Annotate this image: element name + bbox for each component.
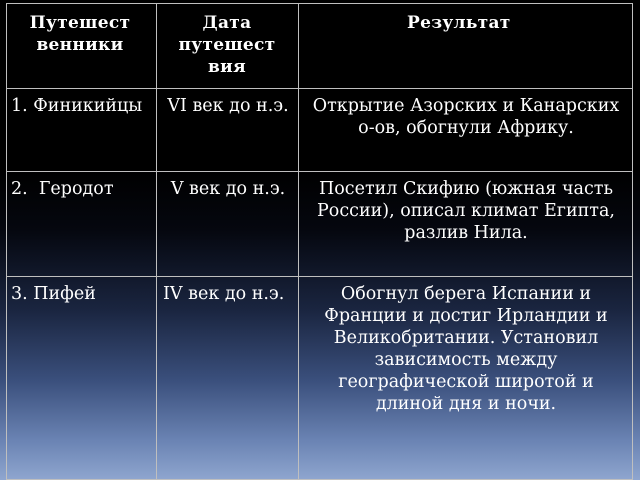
row1-traveler: 1. Финикийцы xyxy=(11,96,143,116)
row-divider xyxy=(7,276,632,277)
row2-date: V век до н.э. xyxy=(170,179,286,199)
travelers-table xyxy=(6,3,633,480)
row2-traveler: 2. Геродот xyxy=(11,179,114,199)
row1-date: VI век до н.э. xyxy=(167,96,289,116)
row3-date: IV век до н.э. xyxy=(163,284,285,304)
column-divider xyxy=(298,4,299,479)
column-divider xyxy=(156,4,157,479)
header-date: Дата путешест вия xyxy=(178,13,276,77)
row-divider xyxy=(7,88,632,89)
header-result: Результат xyxy=(407,13,511,33)
row3-result: Обогнул берега Испании и Франции и достиг Ирландии и Великобритании. Установил зависимость между географической широтой и длиной дня и ночи. xyxy=(324,284,608,414)
row1-result: Открытие Азорских и Канарских о-ов, обогнули Африку. xyxy=(312,96,620,138)
row2-result: Посетил Скифию (южная часть России), описал климат Египта, разлив Нила. xyxy=(317,179,615,243)
header-travelers: Путешест венники xyxy=(29,13,131,55)
row3-traveler: 3. Пифей xyxy=(11,284,96,304)
row-divider xyxy=(7,171,632,172)
